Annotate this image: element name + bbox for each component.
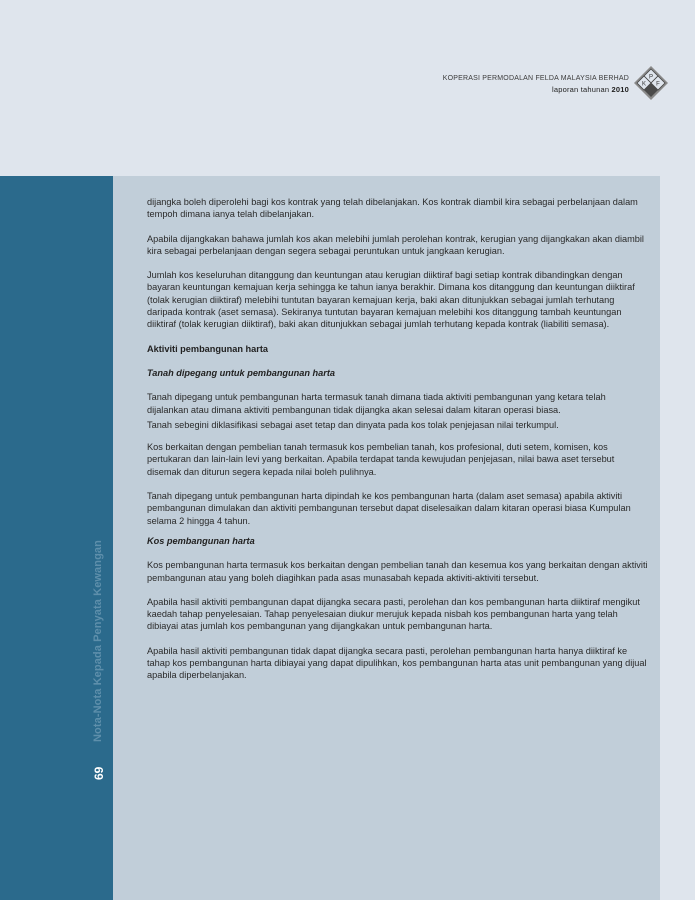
report-label: laporan tahunan — [551, 85, 610, 94]
main-content — [147, 196, 649, 682]
kpf-logo — [634, 66, 668, 100]
paragraph-land-purchase-costs: Kos berkaitan dengan pembelian tanah termasuk kos pembelian tanah, kos profesional, duti setem, komisen, kos pertukaran dan lain-lain levi yang berkaitan. Apabila terdapat tanda kewujudan penjejasan, nilai bawa aset tersebut disemak dan diturun segera kepada nilai boleh pulihnya. — [147, 442, 615, 477]
subheading-development-costs: Kos pembangunan harta — [147, 535, 255, 546]
sidebar — [0, 176, 113, 900]
report-title — [443, 84, 629, 95]
page-number: 69 — [92, 766, 106, 780]
logo-letter-p: P — [648, 74, 654, 81]
logo-letter-f: F — [656, 81, 660, 88]
paragraph-development-costs: Kos pembangunan harta termasuk kos berkaitan dengan pembelian tanah dan kesemua kos yang berkaitan dengan aktiviti pembangunan atau yang boleh diagihkan pada asas munasabah kepada aktiviti-aktiviti tersebut. — [147, 560, 648, 583]
subheading-land-held: Tanah dipegang untuk pembangunan harta — [147, 367, 336, 378]
section-heading: Aktiviti pembangunan harta — [147, 343, 268, 354]
organization-name: KOPERASI PERMODALAN FELDA MALAYSIA BERHAD — [442, 75, 629, 82]
paragraph-total-costs: Jumlah kos keseluruhan ditanggung dan keuntungan atau kerugian diiktiraf bagi setiap kontrak dibandingkan dengan bayaran keuntungan kemajuan kerja sehingga ke tahun ianya berakhir. Dimana kos ditanggung dan keuntungan diiktiraf (tolak kerugian diiktiraf) melebihi tuntutan bayaran kemajuan kerja, baki akan ditunjukkan sebagai jumlah terhutang daripada kontrak (aset semasa). Sekiranya tuntutan bayaran kemajuan melebihi kos ditanggung tambah keuntungan diiktiraf (tolak kerugian diiktiraf), baki akan ditunjukkan sebagai jumlah terhutang kepada kontrak (liabiliti semasa). — [147, 270, 635, 330]
paragraph-contract-costs: dijangka boleh diperolehi bagi kos kontrak yang telah dibelanjakan. Kos kontrak diambil kira sebagai perbelanjaan dalam tempoh dimana ianya telah dibelanjakan. — [147, 197, 638, 220]
report-year: 2010 — [611, 85, 629, 94]
paragraph-expected-loss: Apabila dijangkakan bahawa jumlah kos akan melebihi jumlah perolehan kontrak, kerugian yang dijangkakan akan diambil kira sebagai perbelanjaan dengan segera sebagai peruntukan untuk jangkaan kerugian. — [147, 233, 644, 256]
paragraph-completion-method: Apabila hasil aktiviti pembangunan dapat dijangka secara pasti, perolehan dan kos pembangunan harta diiktiraf mengikut kaedah tahap penyelesaian. Tahap penyelesaian diukur merujuk kepada nisbah kos pembangunan harta yang telah dibiayai atas jumlah kos pembangunan yang dijangkakan untuk pembangunan harta. — [147, 596, 640, 632]
logo-letter-k: K — [641, 81, 647, 88]
section-title: Nota-Nota Kepada Penyata Kewangan — [92, 540, 104, 742]
report-header — [443, 73, 629, 95]
paragraph-uncertain-outcome: Apabila hasil aktiviti pembangunan tidak dapat dijangka secara pasti, perolehan pembangunan harta hanya diiktiraf ke tahap kos pembangunan harta dibiayai yang dapat dipulihkan, kos pembangunan harta atas unit pembangunan yang dijual apabila diperbelanjakan. — [147, 645, 647, 681]
paragraph-land-transfer: Tanah dipegang untuk pembangunan harta dipindah ke kos pembangunan harta (dalam aset semasa) apabila aktiviti pembangunan dimulakan dan aktiviti pembangunan tersebut dapat diselesaikan dalam kitaran operasi biasa Kumpulan selama 2 hingga 4 tahun. — [147, 491, 631, 526]
paragraph-land-held: Tanah dipegang untuk pembangunan harta termasuk tanah dimana tiada aktiviti pembangunan yang ketara telah dijalankan atau dimana aktiviti pembangunan tidak dijangka akan selesai dalam kitaran operasi biasa. — [147, 392, 606, 415]
paragraph-land-classification: Tanah sebegini diklasifikasi sebagai aset tetap dan dinyata pada kos tolak penjejasan nilai terkumpul. — [147, 419, 559, 430]
